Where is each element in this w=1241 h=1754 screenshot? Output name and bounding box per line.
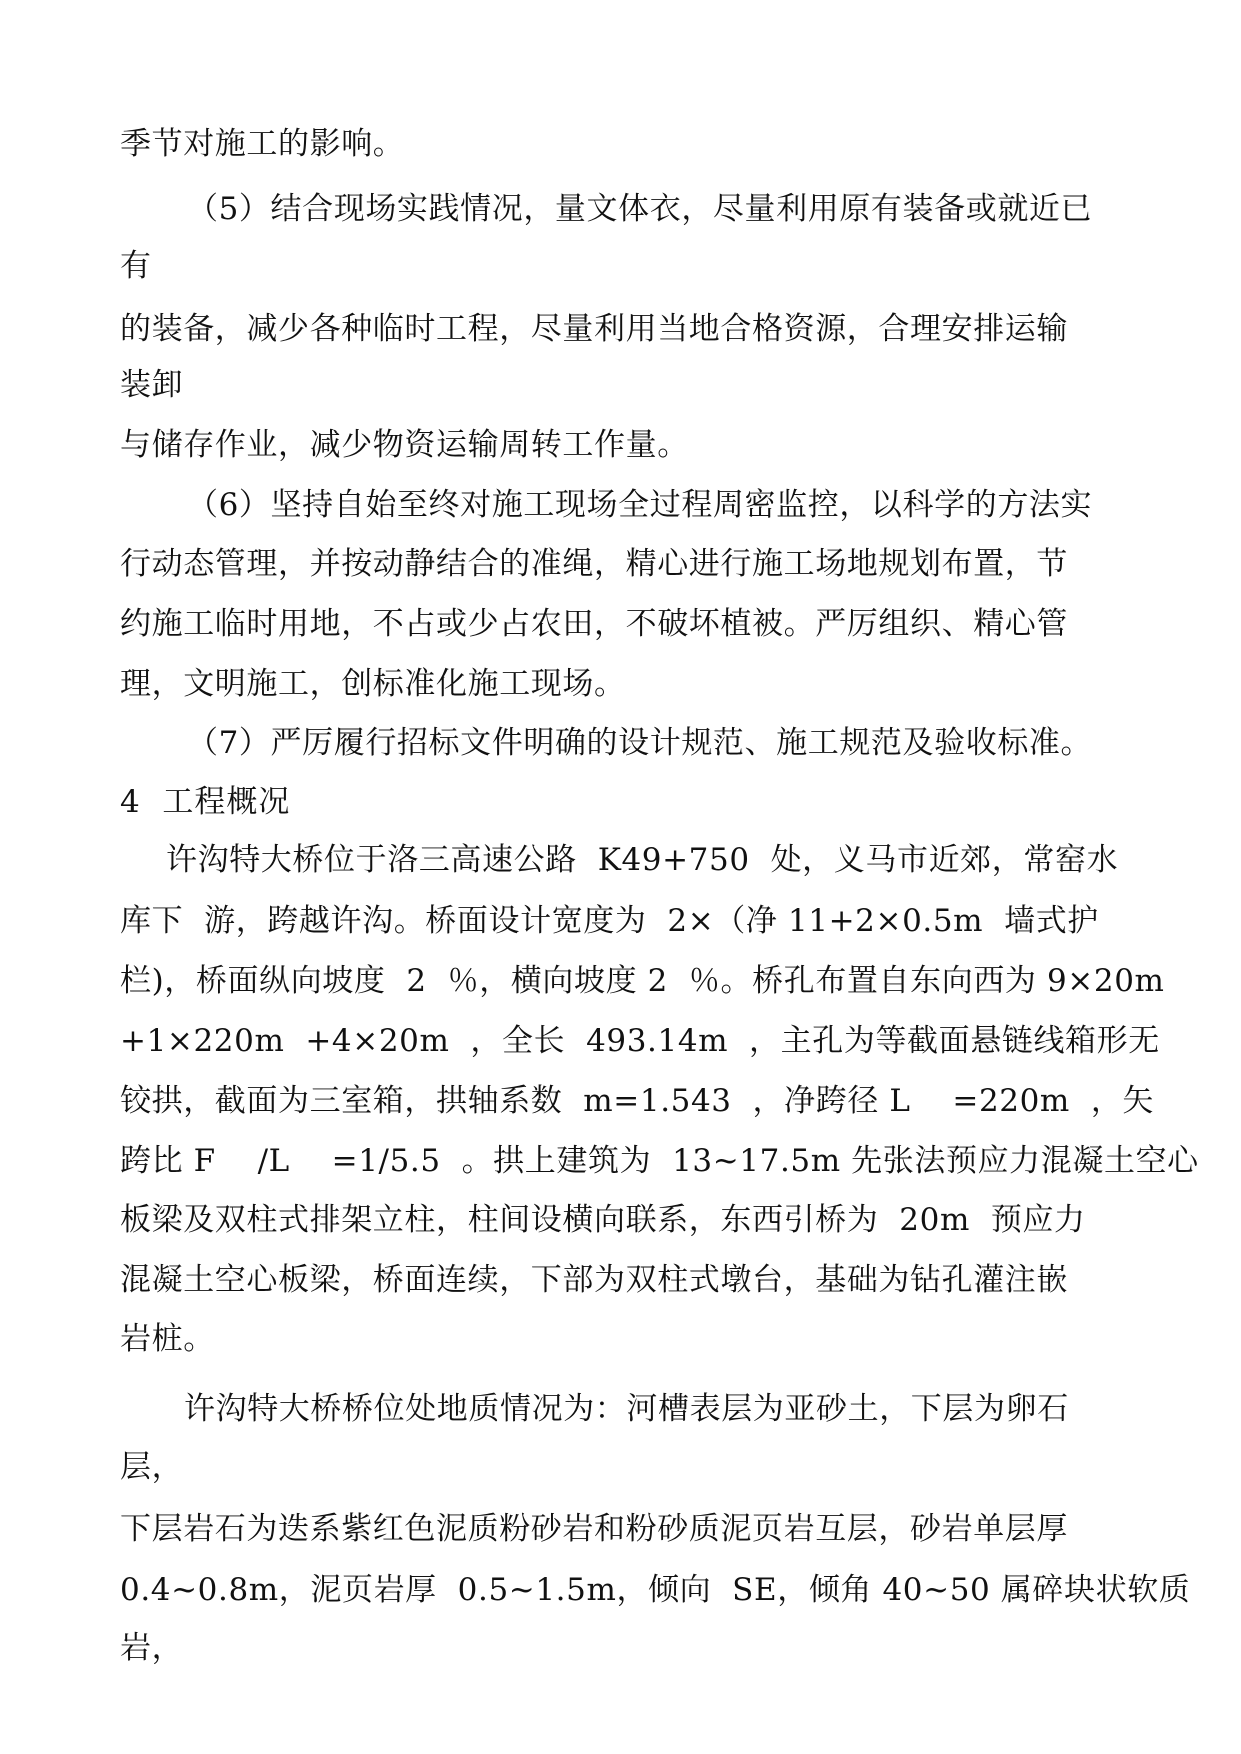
text-line: 装卸 [120,367,184,403]
text-line: （7）严厉履行招标文件明确的设计规范、施工规范及验收标准。 [187,725,1093,761]
text-line: 栏)，桥面纵向坡度 2 ％，横向坡度 2 ％。桥孔布置自东向西为 9×20m [120,963,1165,999]
text-line: 板梁及双柱式排架立柱，柱间设横向联系，东西引桥为 20m 预应力 [120,1202,1086,1238]
text-line: 岩桩。 [120,1321,215,1357]
text-line: 0.4~0.8m，泥页岩厚 0.5~1.5m，倾向 SE，倾角 40~50 属碎块状软质 [120,1572,1191,1608]
text-line: 铰拱，截面为三室箱，拱轴系数 m=1.543 ，净跨径 L =220m ，矢 [120,1083,1155,1119]
text-line: （5）结合现场实践情况，量文体衣，尽量利用原有装备或就近已 [187,191,1093,227]
text-line: 混凝土空心板梁，桥面连续，下部为双柱式墩台，基础为钻孔灌注嵌 [120,1262,1068,1298]
text-line: 的装备，减少各种临时工程，尽量利用当地合格资源，合理安排运输 [120,311,1068,347]
text-line: 层， [120,1449,184,1485]
text-line: 季节对施工的影响。 [120,126,405,162]
text-line: 库下 游，跨越许沟。桥面设计宽度为 2×（净 11+2×0.5m 墙式护 [120,903,1099,939]
text-line: 岩， [120,1630,184,1666]
text-line: 与储存作业，减少物资运输周转工作量。 [120,427,689,463]
section-heading: 4 工程概况 [120,784,291,820]
text-line: +1×220m +4×20m ，全长 493.14m ，主孔为等截面悬链线箱形无 [120,1023,1160,1059]
text-line: 行动态管理，并按动静结合的准绳，精心进行施工场地规划布置，节 [120,546,1068,582]
text-line: 理，文明施工，创标准化施工现场。 [120,666,626,702]
text-line: （6）坚持自始至终对施工现场全过程周密监控，以科学的方法实 [187,487,1093,523]
text-line: 约施工临时用地，不占或少占农田，不破坏植被。严厉组织、精心管 [120,606,1068,642]
text-line: 有 [120,248,152,284]
text-line: 跨比 F /L =1/5.5 。拱上建筑为 13~17.5m 先张法预应力混凝土空心 [120,1143,1199,1179]
text-line: 下层岩石为迭系紫红色泥质粉砂岩和粉砂质泥页岩互层，砂岩单层厚 [120,1511,1068,1547]
text-line: 许沟特大桥位于洛三高速公路 K49+750 处，义马市近郊，常窑水 [166,842,1119,878]
text-line: 许沟特大桥桥位处地质情况为：河槽表层为亚砂土，下层为卵石 [184,1391,1069,1427]
